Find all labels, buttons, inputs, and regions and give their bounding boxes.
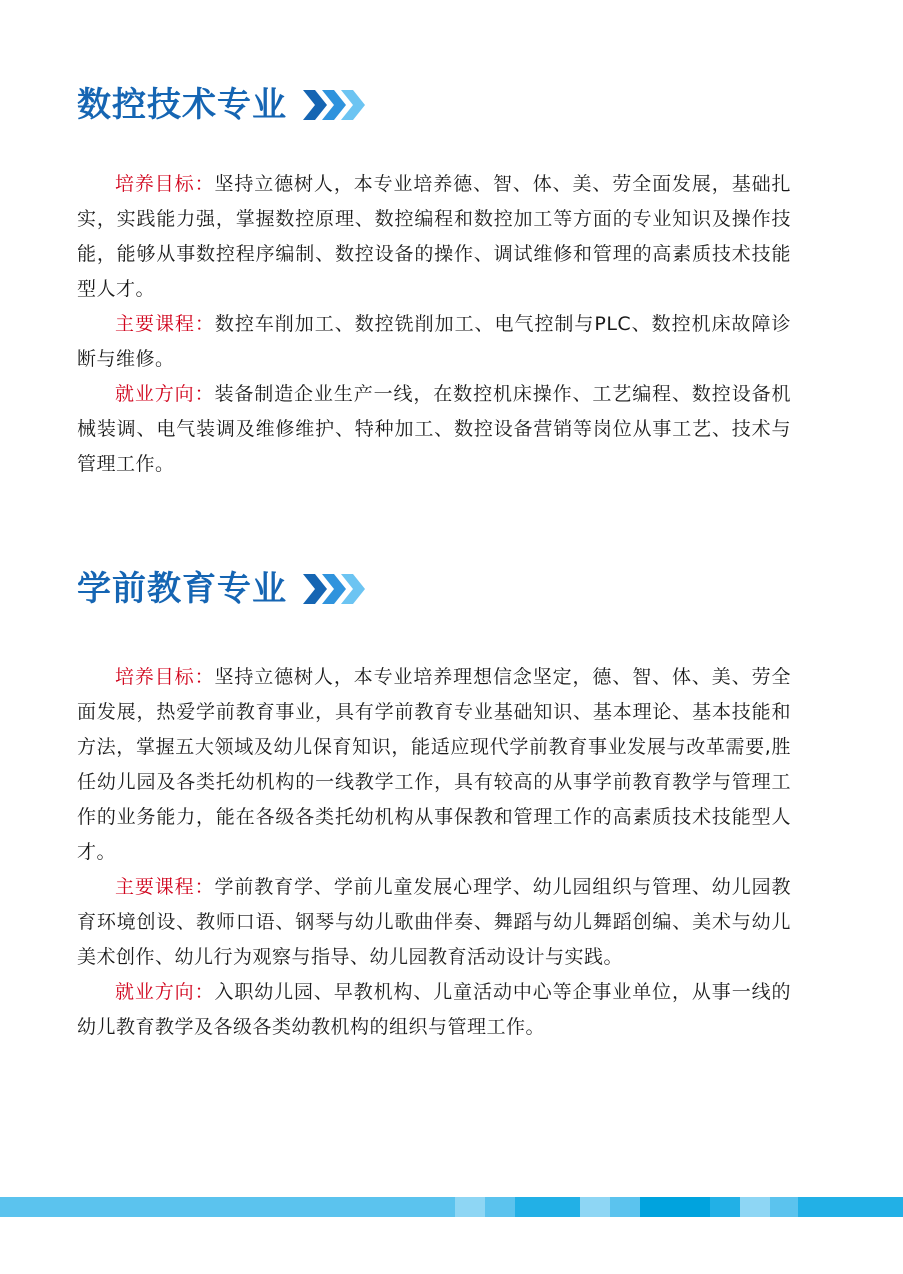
label-training-goal: 培养目标： bbox=[115, 666, 215, 688]
label-main-courses: 主要课程： bbox=[115, 876, 215, 898]
section-heading: 数控技术专业 bbox=[77, 85, 287, 125]
footer-stripe bbox=[770, 1197, 798, 1217]
paragraph-employment bbox=[77, 975, 791, 1045]
paragraph-main-courses bbox=[77, 870, 791, 975]
label-employment: 就业方向： bbox=[115, 383, 215, 405]
text-main-courses: 数控车削加工、数控铣削加工、电气控制与PLC、数控机床故障诊断与维修。 bbox=[77, 313, 791, 370]
paragraph-main-courses bbox=[77, 307, 791, 377]
footer-stripe bbox=[710, 1197, 740, 1217]
footer-stripe bbox=[740, 1197, 770, 1217]
paragraph-training-goal bbox=[77, 167, 791, 307]
paragraph-employment bbox=[77, 377, 791, 482]
section-body-preschool bbox=[77, 660, 791, 1045]
footer-stripe bbox=[485, 1197, 515, 1217]
text-employment: 装备制造企业生产一线，在数控机床操作、工艺编程、数控设备机械装调、电气装调及维修维护、特种加工、数控设备营销等岗位从事工艺、技术与管理工作。 bbox=[77, 383, 791, 475]
footer-stripe bbox=[640, 1197, 710, 1217]
footer-stripe bbox=[455, 1197, 485, 1217]
chevron-arrows-icon bbox=[301, 88, 367, 122]
footer-stripe bbox=[0, 1197, 380, 1217]
section-title-preschool bbox=[77, 569, 367, 609]
footer-stripe bbox=[610, 1197, 640, 1217]
footer-stripe bbox=[798, 1197, 903, 1217]
section-title-cnc bbox=[77, 85, 367, 125]
label-main-courses: 主要课程： bbox=[115, 313, 215, 335]
footer-stripe-bar bbox=[0, 1197, 903, 1217]
section-body-cnc bbox=[77, 167, 791, 482]
text-main-courses: 学前教育学、学前儿童发展心理学、幼儿园组织与管理、幼儿园教育环境创设、教师口语、钢琴与幼儿歌曲伴奏、舞蹈与幼儿舞蹈创编、美术与幼儿美术创作、幼儿行为观察与指导、幼儿园教育活动设计与实践。 bbox=[77, 876, 791, 968]
text-training-goal: 坚持立德树人，本专业培养德、智、体、美、劳全面发展，基础扎实，实践能力强，掌握数控原理、数控编程和数控加工等方面的专业知识及操作技能，能够从事数控程序编制、数控设备的操作、调试维修和管理的高素质技术技能型人才。 bbox=[77, 173, 791, 300]
text-training-goal: 坚持立德树人，本专业培养理想信念坚定，德、智、体、美、劳全面发展，热爱学前教育事业，具有学前教育专业基础知识、基本理论、基本技能和方法，掌握五大领域及幼儿保育知识，能适应现代学前教育事业发展与改革需要,胜任幼儿园及各类托幼机构的一线教学工作，具有较高的从事学前教育教学与管理工作的业务能力，能在各级各类托幼机构从事保教和管理工作的高素质技术技能型人才。 bbox=[77, 666, 791, 863]
label-training-goal: 培养目标： bbox=[115, 173, 215, 195]
footer-stripe bbox=[580, 1197, 610, 1217]
footer-stripe bbox=[380, 1197, 455, 1217]
chevron-arrows-icon bbox=[301, 572, 367, 606]
paragraph-training-goal bbox=[77, 660, 791, 870]
footer-stripe bbox=[515, 1197, 580, 1217]
label-employment: 就业方向： bbox=[115, 981, 215, 1003]
text-employment: 入职幼儿园、早教机构、儿童活动中心等企事业单位，从事一线的幼儿教育教学及各级各类幼教机构的组织与管理工作。 bbox=[77, 981, 791, 1038]
section-heading: 学前教育专业 bbox=[77, 569, 287, 609]
